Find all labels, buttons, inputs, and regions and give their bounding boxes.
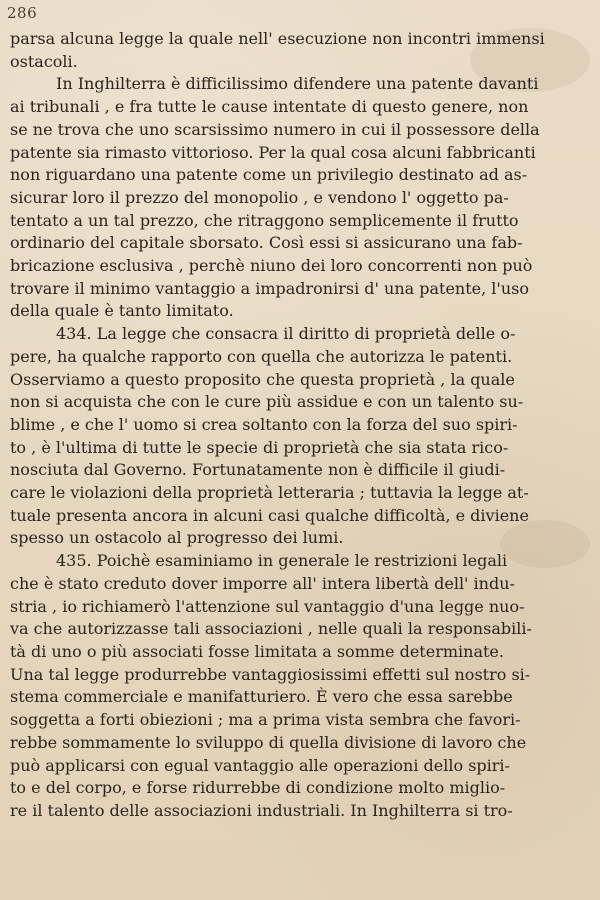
text-line: re il talento delle associazioni industriali. In Inghilterra si tro- bbox=[10, 800, 513, 820]
text-line: tuale presenta ancora in alcuni casi qualche difficoltà, e diviene bbox=[10, 505, 529, 525]
page-number: 286 bbox=[7, 4, 38, 22]
text-line: blime , e che l' uomo si crea soltanto con la forza del suo spiri- bbox=[10, 414, 518, 434]
page-text bbox=[10, 28, 570, 823]
text-line: tentato a un tal prezzo, che ritraggono semplicemente il frutto bbox=[10, 210, 519, 230]
text-line: tà di uno o più associati fosse limitata a somme determinate. bbox=[10, 641, 504, 661]
text-line: ostacoli. bbox=[10, 51, 78, 71]
text-line: rebbe sommamente lo sviluppo di quella divisione di lavoro che bbox=[10, 732, 527, 752]
text-line: stria , io richiamerò l'attenzione sul vantaggio d'una legge nuo- bbox=[10, 596, 525, 616]
text-line: se ne trova che uno scarsissimo numero in cui il possessore della bbox=[10, 119, 540, 139]
text-line: ordinario del capitale sborsato. Così essi si assicurano una fab- bbox=[10, 233, 523, 253]
text-line: patente sia rimasto vittorioso. Per la qual cosa alcuni fabbricanti bbox=[10, 142, 536, 162]
text-line: to e del corpo, e forse ridurrebbe di condizione molto miglio- bbox=[10, 778, 506, 798]
text-line: della quale è tanto limitato. bbox=[10, 301, 234, 321]
text-line: pere, ha qualche rapporto con quella che autorizza le patenti. bbox=[10, 346, 513, 366]
text-line: che è stato creduto dover imporre all' intera libertà dell' indu- bbox=[10, 573, 515, 593]
text-line: Una tal legge produrrebbe vantaggiosissimi effetti sul nostro si- bbox=[10, 664, 531, 684]
text-line: parsa alcuna legge la quale nell' esecuzione non incontri immensi bbox=[10, 29, 545, 48]
text-line: va che autorizzasse tali associazioni , nelle quali la responsabili- bbox=[10, 619, 532, 639]
text-line: to , è l'ultima di tutte le specie di proprietà che sia stata rico- bbox=[10, 437, 509, 457]
section-line: 434. La legge che consacra il diritto di proprietà delle o- bbox=[56, 324, 516, 344]
text-line: trovare il minimo vantaggio a impadronirsi d' una patente, l'uso bbox=[10, 278, 529, 298]
text-line: care le violazioni della proprietà letteraria ; tuttavia la legge at- bbox=[10, 483, 529, 503]
text-line: nosciuta dal Governo. Fortunatamente non è difficile il giudi- bbox=[10, 460, 506, 480]
text-line: Osserviamo a questo proposito che questa proprietà , la quale bbox=[10, 369, 515, 389]
text-line: bricazione esclusiva , perchè niuno dei loro concorrenti non può bbox=[10, 256, 533, 276]
text-line: non riguardano una patente come un privilegio destinato ad as- bbox=[10, 165, 528, 185]
text-line: sicurar loro il prezzo del monopolio , e vendono l' oggetto pa- bbox=[10, 187, 509, 207]
text-line: ai tribunali , e fra tutte le cause intentate di questo genere, non bbox=[10, 97, 529, 117]
text-line: può applicarsi con egual vantaggio alle operazioni dello spiri- bbox=[10, 755, 510, 775]
text-line: spesso un ostacolo al progresso dei lumi. bbox=[10, 528, 344, 548]
text-line: In Inghilterra è difficilissimo difendere una patente davanti bbox=[56, 74, 539, 94]
text-line: non si acquista che con le cure più assidue e con un talento su- bbox=[10, 392, 524, 412]
text-line: stema commerciale e manifatturiero. È vero che essa sarebbe bbox=[10, 687, 513, 707]
text-line: soggetta a forti obiezioni ; ma a prima vista sembra che favori- bbox=[10, 710, 521, 730]
section-line: 435. Poichè esaminiamo in generale le restrizioni legali bbox=[56, 551, 508, 571]
